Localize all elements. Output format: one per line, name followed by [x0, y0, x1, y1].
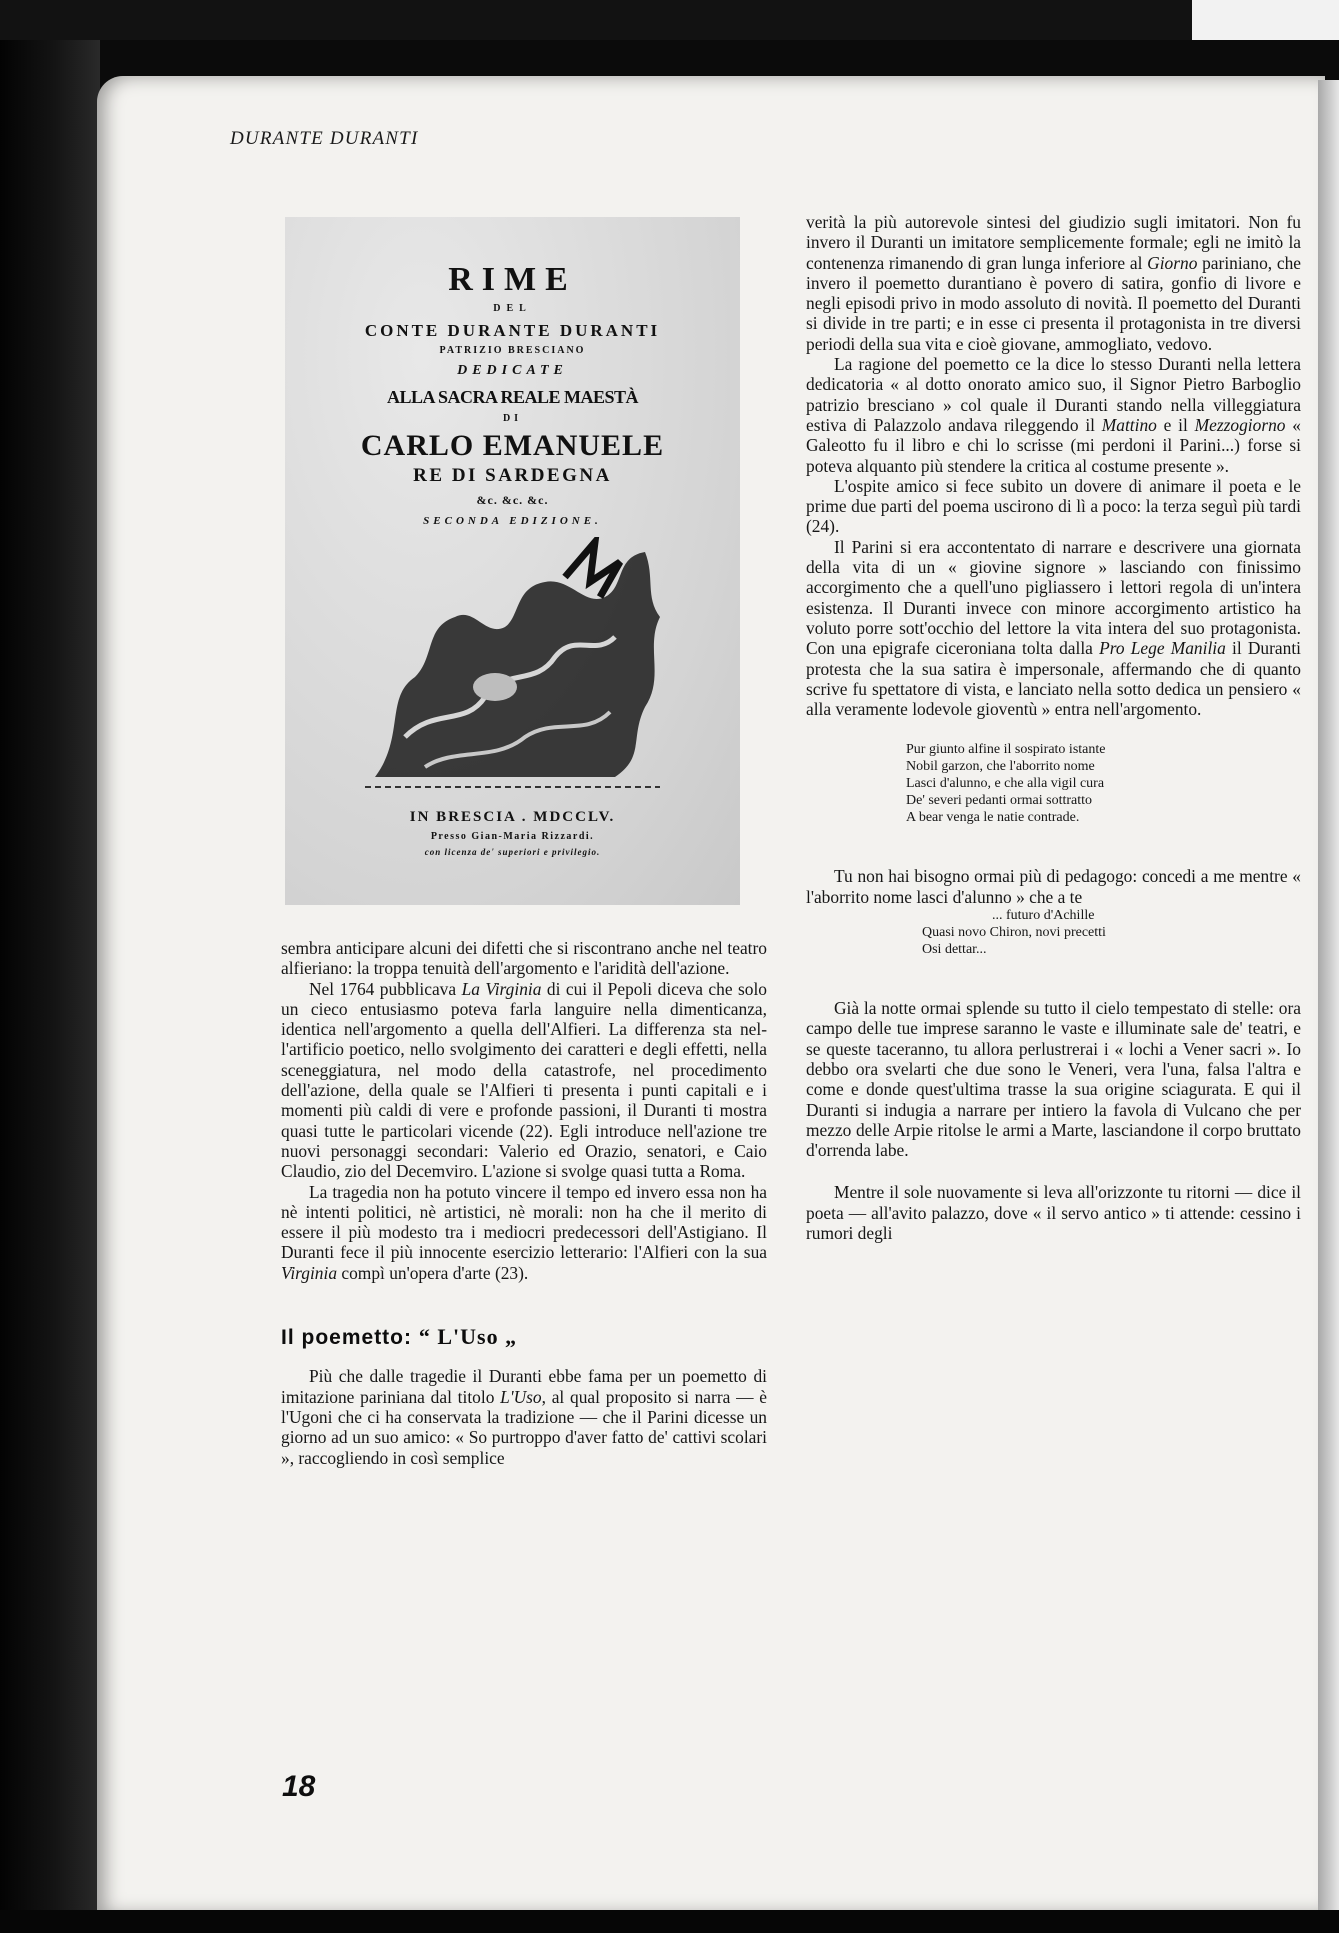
verse-quote — [906, 741, 1301, 826]
paragraph — [806, 1182, 1301, 1243]
verse-line: Quasi novo Chiron, novi precetti — [922, 925, 1106, 941]
left-column — [281, 938, 767, 1468]
title-page-figure — [285, 217, 740, 905]
text-run: verità la più autorevole sintesi del giudizio sugli imitatori. Non fu invero il Duranti un imitatore semplicemente formale; egli ne imitò la contenenza rimanendo di gran lunga inferiore al — [806, 212, 1301, 273]
text-run: Il Parini si era accontentato di narrare e descrivere una giornata della vita di un « giovine signore » lasciando con finissimo accorgimento che a quell'uno pigliassero i lettori regola di un'intera esistenza. Il Duranti invece con minore accorgimento artistico ha voluto porre sott'occhio del lettore la vita intera del suo protagonista. Con una epigrafe ciceroniana tolta dalla — [806, 536, 1301, 659]
paragraph — [806, 998, 1301, 1160]
title-page-line: RE DI SARDEGNA — [413, 465, 612, 486]
text-run: Più che dalle tragedie il Duranti ebbe fama per un poemetto di imitazione pariniana dal titolo — [281, 1366, 767, 1407]
work-title: La Virginia — [461, 978, 542, 999]
text-run: L'ospite amico si fece subito un dovere di animare il poeta e le prime due parti del poema uscirono di lì a poco: la terza seguì più tardi (24). — [806, 475, 1301, 537]
page-number: 18 — [282, 1770, 316, 1803]
verse-line: A bear venga le natie contrade. — [906, 810, 1080, 826]
verse-line: Lasci d'alunno, e che alla vigil cura — [906, 776, 1105, 792]
title-page-line: DEDICATE — [457, 363, 568, 378]
text-run: Tu non hai bisogno ormai più di pedagogo: concedi a me mentre « l'aborrito nome lasci d'alunno » che a te — [806, 866, 1301, 907]
running-head: DURANTE DURANTI — [230, 128, 419, 149]
title-page-line: Presso Gian-Maria Rizzardi. — [430, 831, 595, 842]
paragraph — [806, 212, 1301, 354]
title-page-line: CONTE DURANTE DURANTI — [364, 321, 661, 340]
heading-title: “ L'Uso „ — [418, 1324, 518, 1350]
paragraph — [281, 979, 767, 1182]
title-page-line: PATRIZIO BRESCIANO — [439, 345, 586, 356]
work-title: L'Uso — [500, 1386, 542, 1407]
paragraph — [806, 537, 1301, 720]
paragraph — [806, 866, 1301, 907]
text-run: La ragione del poemetto ce la dice lo stesso Duranti nella lettera dedicatoria « al dotto onorato amico suo, il Signor Pietro Barboglio patrizio bresciano » col quale il Duranti stando nella villeggiatura estiva di Palazzolo andava rileggendo il — [806, 354, 1301, 435]
title-page-line: SECONDA EDIZIONE. — [423, 515, 602, 527]
text-run: Mentre il sole nuovamente si leva all'orizzonte tu ritorni — dice il poeta — all'avito palazzo, dove « il servo antico » ti attende: cessino i rumori degli — [806, 1182, 1301, 1243]
text-run: , al qual proposito si narra — è l'Ugoni che ci ha conservata la tradizione — che il Parini dicesse un giorno ad un suo amico: « So purtroppo d'aver fatto de' cattivi scolari », raccogliendo in così semplice — [281, 1386, 767, 1468]
heading-label: Il poemetto: — [281, 1326, 419, 1350]
work-title: Giorno — [1147, 252, 1198, 273]
verse-line: De' severi pedanti ormai sottratto — [906, 793, 1093, 809]
paragraph — [806, 476, 1301, 537]
title-page-line: con licenza de' superiori e privilegio. — [424, 847, 601, 857]
work-title: Mezzogiorno — [1194, 414, 1286, 435]
verse-line: Nobil garzon, che l'aborrito nome — [906, 759, 1095, 775]
section-heading — [281, 1324, 767, 1350]
text-run: La tragedia non ha potuto vincere il tempo ed invero essa non ha nè intenti politici, nè artistici, nè morali: non ha che il merito di essere il più modesto tra i mediocri predecessori dell'Astigiano. Il Duranti fece il più innocente esercizio letterario: l'Alfieri con la sua — [281, 1181, 767, 1263]
text-run: sembra anticipare alcuni dei difetti che si riscontrano anche nel teatro alfieriano: la troppa tenuità dell'argomento e l'aridità dell'azione. — [281, 938, 767, 979]
scan-shadow-top — [0, 0, 1192, 40]
title-page-line: CARLO EMANUELE — [360, 429, 665, 462]
text-run: pariniano, che invero il poemetto durantiano è povero di satira, gonfio di livore e negli episodi privo in modo assoluto di novità. Il poemetto del Duranti si divide in tre parti; e in esse ci presenta il protagonista in tre diversi periodi della sua vita e cioè giovane, ammogliato, vedovo. — [806, 252, 1301, 354]
work-title: Mattino — [1101, 414, 1157, 435]
page-edge-right — [1318, 80, 1339, 1910]
title-page-line: DI — [502, 413, 523, 424]
text-run: compì un'opera d'arte (23). — [337, 1262, 529, 1283]
title-page-line: ALLA SACRA REALE MAESTÀ — [386, 387, 639, 407]
scan-shadow-left — [0, 40, 100, 1933]
text-run: di cui il Pepoli diceva che solo un cieco entusiasmo poteva farla languire nella dimenticanza, identica nell'argomento a quella dell'Alfieri. La differenza sta nell'artificio poetico, nello svolgimento dei caratteri e degli effetti, nella sceneggiatura, nel modo della catastrofe, nel procedimento dell'azione, della quale se l'Alfieri ti presenta i punti capitali e i momenti più caldi di vere e profonde passioni, il Duranti ti mostra quasi tutte le particolari vicende (22). Egli introduce nell'azione tre nuovi personaggi secondari: Valerio ed Orazio, senatori, e Caio Claudio, zio del Decemviro. L'azione si svolge quasi tutta a Roma. — [281, 978, 767, 1182]
title-page-line: &c. &c. &c. — [476, 493, 549, 507]
paragraph — [281, 938, 767, 979]
scan-shadow-bottom — [0, 1910, 1339, 1933]
paragraph — [281, 1366, 767, 1467]
work-title: Virginia — [281, 1262, 338, 1283]
engraved-vignette — [345, 537, 680, 797]
text-run: e il — [1156, 414, 1195, 435]
text-run: Nel 1764 pubblicava — [309, 978, 462, 999]
right-column — [806, 212, 1301, 1243]
title-page-line: DEL — [493, 303, 532, 314]
text-run: Già la notte ormai splende su tutto il cielo tempestato di stelle: ora campo delle tue imprese saranno le vaste e illuminate sale de' teatri, e se queste taceranno, tu allora perlustrerai i « lochi a Vener sacri ». Io debbo ora svelarti che due sono le Veneri, vera l'una, falsa l'altra e come e donde quest'ultima trasse la sua origine sciagurata. E qui il Duranti si indugia a narrare per intiero la favola di Vulcano che per mezzo delle Arpie ritolse le armi a Marte, lasciandone il corpo bruttato d'orrenda labe. — [806, 998, 1301, 1161]
verse-line: Pur giunto alfine il sospirato istante — [906, 742, 1106, 758]
verse-line: Osi dettar... — [922, 942, 987, 958]
text-run: il Duranti protesta che la sua satira è impersonale, affermando che di quanto scrive fu spettatore di vista, e lanciato nella sotto dedica un pensiero « alla veramente lodevole gioventù » entra nell'argomento. — [806, 638, 1301, 720]
paragraph — [281, 1182, 767, 1283]
work-title: Pro Lege Manilia — [1099, 638, 1226, 659]
title-page-line: IN BRESCIA . MDCCLV. — [409, 809, 616, 825]
title-page-line: RIME — [448, 261, 577, 298]
paragraph — [806, 354, 1301, 476]
verse-quote — [922, 907, 1301, 958]
verse-line: ... futuro d'Achille — [992, 908, 1095, 924]
text-run: « Galeotto fu il libro e chi lo scrisse (mi perdoni il Parini...) forse si poteva alquanto più stendere la critica al costume presente ». — [806, 414, 1301, 476]
